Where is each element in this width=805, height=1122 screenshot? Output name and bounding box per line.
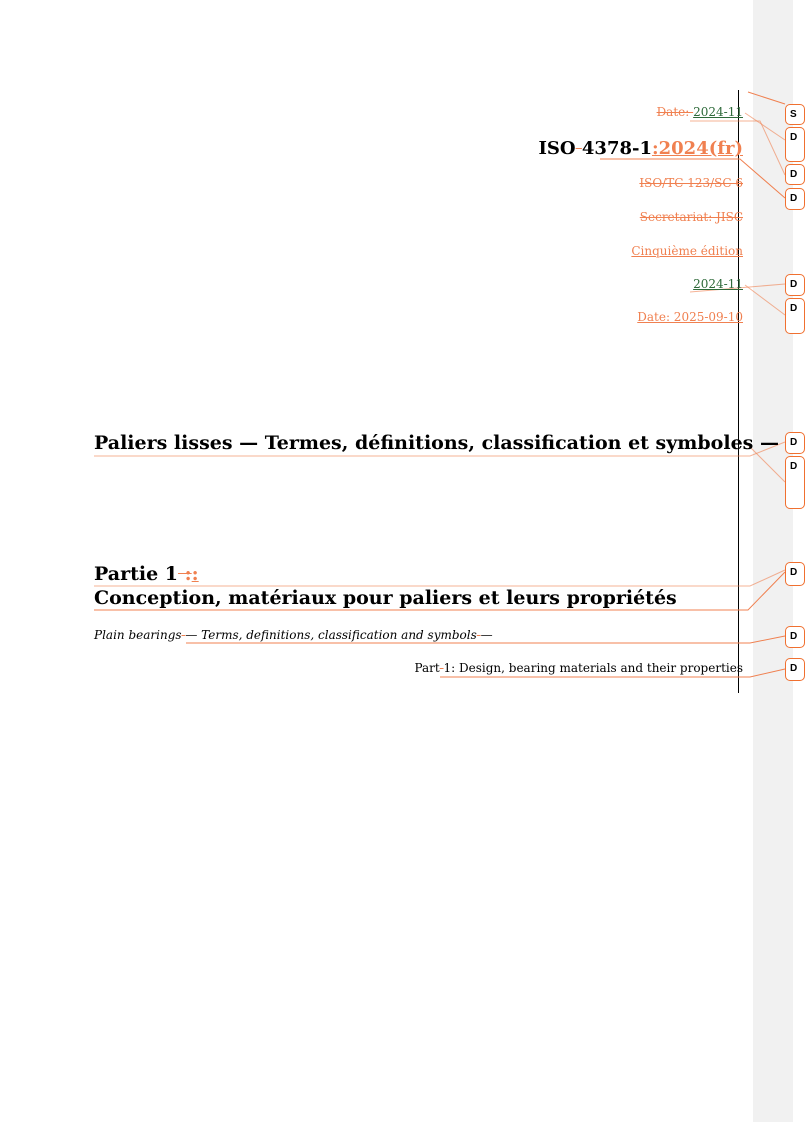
en-text: 1: Design, bearing materials and their properties — [443, 661, 743, 675]
deleted-colon: : — [178, 563, 192, 585]
comment-balloon[interactable]: D — [785, 298, 805, 334]
english-part-title — [414, 661, 743, 675]
comment-balloon[interactable]: D — [785, 127, 805, 162]
inserted-colon: : — [191, 563, 199, 585]
part-label — [94, 563, 199, 585]
comment-balloon[interactable]: D — [785, 164, 805, 185]
secretariat: Secretariat: JISC — [639, 210, 743, 224]
old-date-line — [657, 105, 743, 119]
edition: Cinquième édition — [631, 244, 743, 258]
date-value: 2024-11 — [693, 105, 743, 119]
comment-balloon[interactable]: D — [785, 456, 805, 509]
en-text: Part — [414, 661, 440, 675]
comment-balloon[interactable]: D — [785, 188, 805, 210]
comment-balloon[interactable]: D — [785, 274, 805, 296]
comment-balloon[interactable]: D — [785, 432, 805, 454]
en-text: — Terms, definitions, classification and symbols — [185, 628, 477, 642]
en-text: — — [480, 628, 493, 642]
part-number: Partie 1 — [94, 563, 179, 585]
inserted-year: :2024(fr) — [651, 138, 743, 159]
iso-number: 4378-1 — [581, 138, 652, 159]
main-title: Paliers lisses — Termes, définitions, classification et symboles — — [94, 432, 779, 454]
comment-balloon[interactable]: D — [785, 626, 805, 648]
deleted-date-label: Date: — [656, 105, 694, 119]
en-text: Plain bearings — [94, 628, 182, 642]
edition-date: 2024-11 — [693, 277, 743, 291]
comment-balloon[interactable]: D — [785, 658, 805, 681]
new-date: Date: 2025-09-10 — [637, 310, 743, 324]
comment-balloon[interactable]: S — [785, 104, 805, 125]
iso-prefix: ISO — [538, 138, 576, 159]
document-number — [539, 138, 744, 159]
committee: ISO/TC 123/SC 6 — [639, 176, 743, 190]
comment-balloon[interactable]: D — [785, 562, 805, 586]
part-title: Conception, matériaux pour paliers et leurs propriétés — [94, 587, 677, 609]
english-title — [94, 628, 493, 642]
